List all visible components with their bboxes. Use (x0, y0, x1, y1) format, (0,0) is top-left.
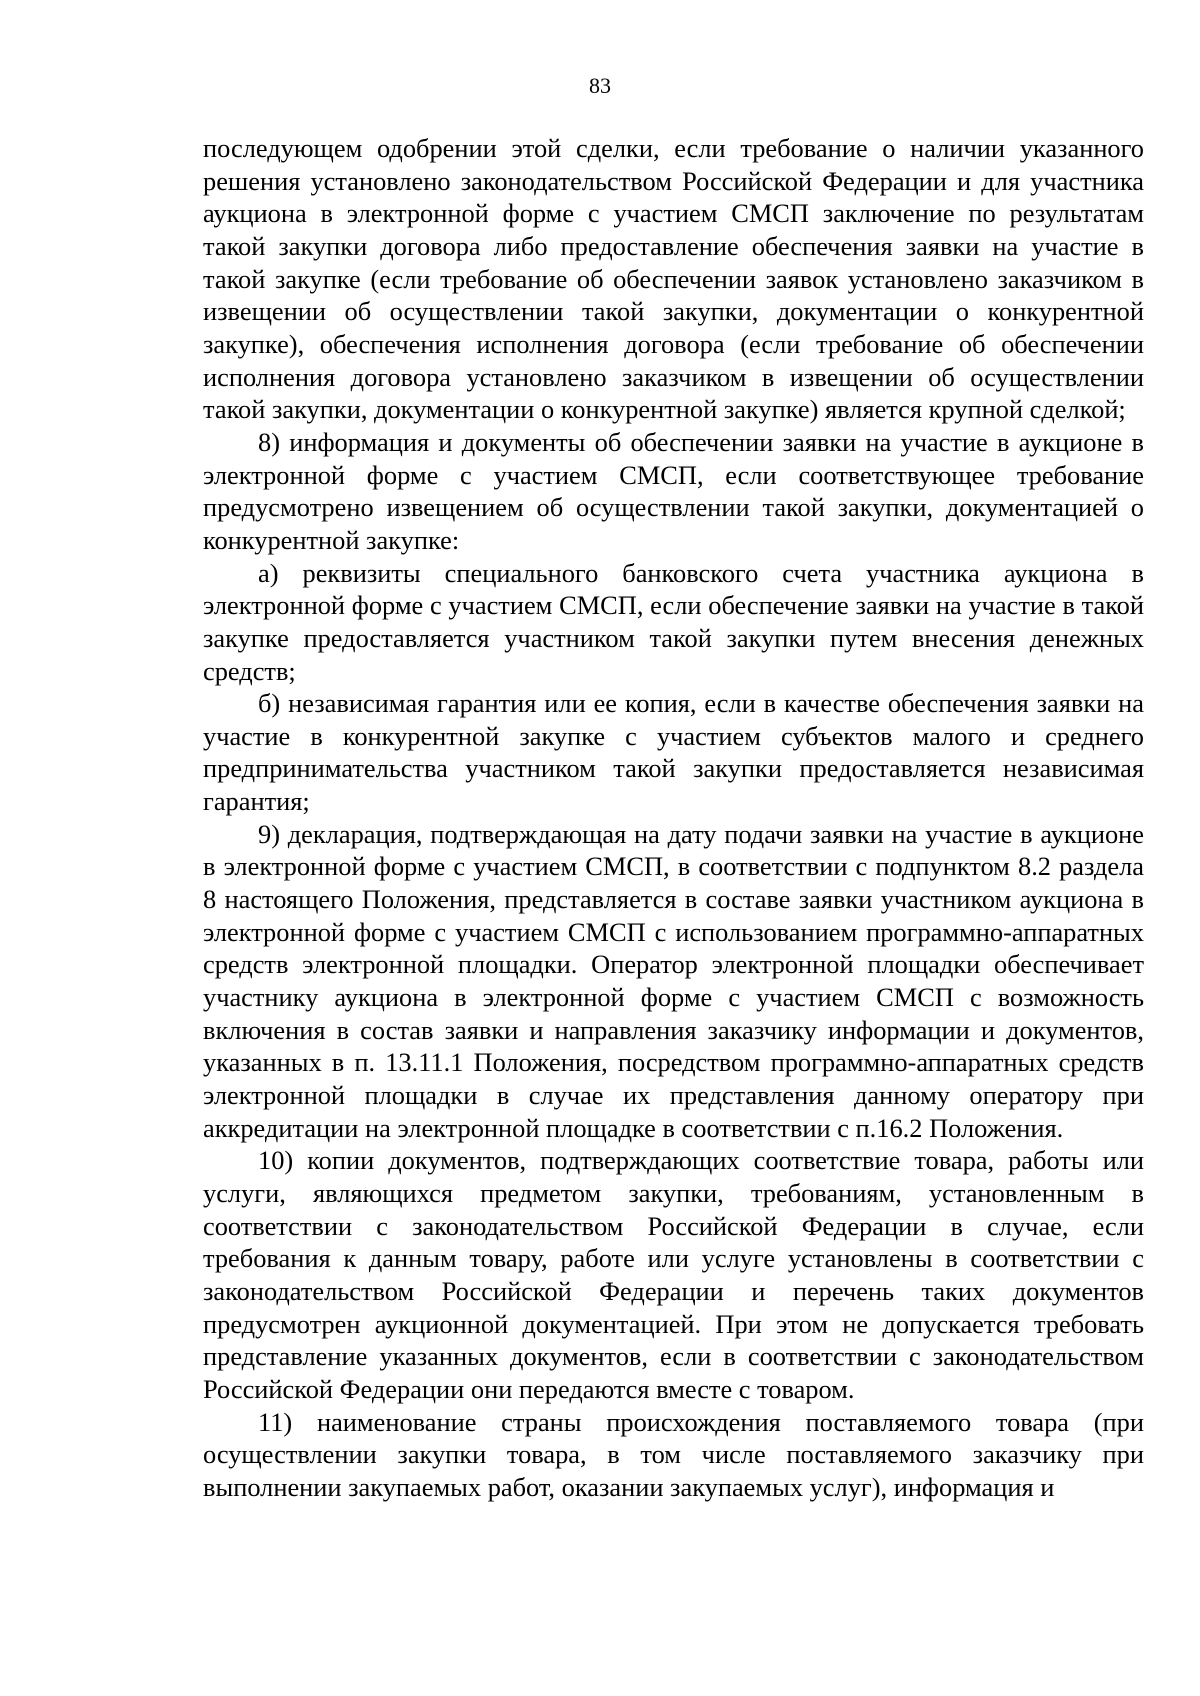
document-body (203, 132, 1144, 1504)
paragraph-item-9: 9) декларация, подтверждающая на дату подачи заявки на участие в аукционе в электронной форме с участием СМСП, в соответствии с подпунктом 8.2 раздела 8 настоящего Положения, представляется в составе заявки участником аукциона в электронной форме с участием СМСП с использованием программно-аппаратных средств электронной площадки. Оператор электронной площадки обеспечивает участнику аукциона в электронной форме с участием СМСП с возможность включения в состав заявки и направления заказчику информации и документов, указанных в п. 13.11.1 Положения, посредством программно-аппаратных средств электронной площадки в случае их представления данному оператору при аккредитации на электронной площадке в соответствии с п.16.2 Положения. (203, 818, 1144, 1143)
paragraph-item-11: 11) наименование страны происхождения поставляемого товара (при осуществлении закупки товара, в том числе поставляемого заказчику при выполнении закупаемых работ, оказании закупаемых услуг), информация и (203, 1406, 1144, 1502)
paragraph-item-8a: а) реквизиты специального банковского счета участника аукциона в электронной форме с участием СМСП, если обеспечение заявки на участие в такой закупке предоставляется участником такой закупки путем внесения денежных средств; (203, 557, 1144, 686)
paragraph-continuation: последующем одобрении этой сделки, если требование о наличии указанного решения установлено законодательством Российской Федерации и для участника аукциона в электронной форме с участием СМСП заключение по результатам такой закупки договора либо предоставление обеспечения заявки на участие в такой закупке (если требование об обеспечении заявок установлено заказчиком в извещении об осуществлении такой закупки, документации о конкурентной закупке), обеспечения исполнения договора (если требование об обеспечении исполнения договора установлено заказчиком в извещении об осуществлении такой закупки, документации о конкурентной закупке) является крупной сделкой; (203, 133, 1144, 425)
paragraph-item-8b: б) независимая гарантия или ее копия, если в качестве обеспечения заявки на участие в конкурентной закупке с участием субъектов малого и среднего предпринимательства участником такой закупки предоставляется независимая гарантия; (203, 688, 1144, 817)
paragraph-item-8: 8) информация и документы об обеспечении заявки на участие в аукционе в электронной форме с участием СМСП, если соответствующее требование предусмотрено извещением об осуществлении такой закупки, документацией о конкурентной закупке: (203, 426, 1144, 555)
page-number: 83 (589, 73, 611, 98)
paragraph-item-10: 10) копии документов, подтверждающих соответствие товара, работы или услуги, являющихся предметом закупки, требованиям, установленным в соответствии с законодательством Российской Федерации в случае, если требования к данным товару, работе или услуге установлены в соответствии с законодательством Российской Федерации и перечень таких документов предусмотрен аукционной документацией. При этом не допускается требовать представление указанных документов, если в соответствии с законодательством Российской Федерации они передаются вместе с товаром. (203, 1145, 1144, 1404)
